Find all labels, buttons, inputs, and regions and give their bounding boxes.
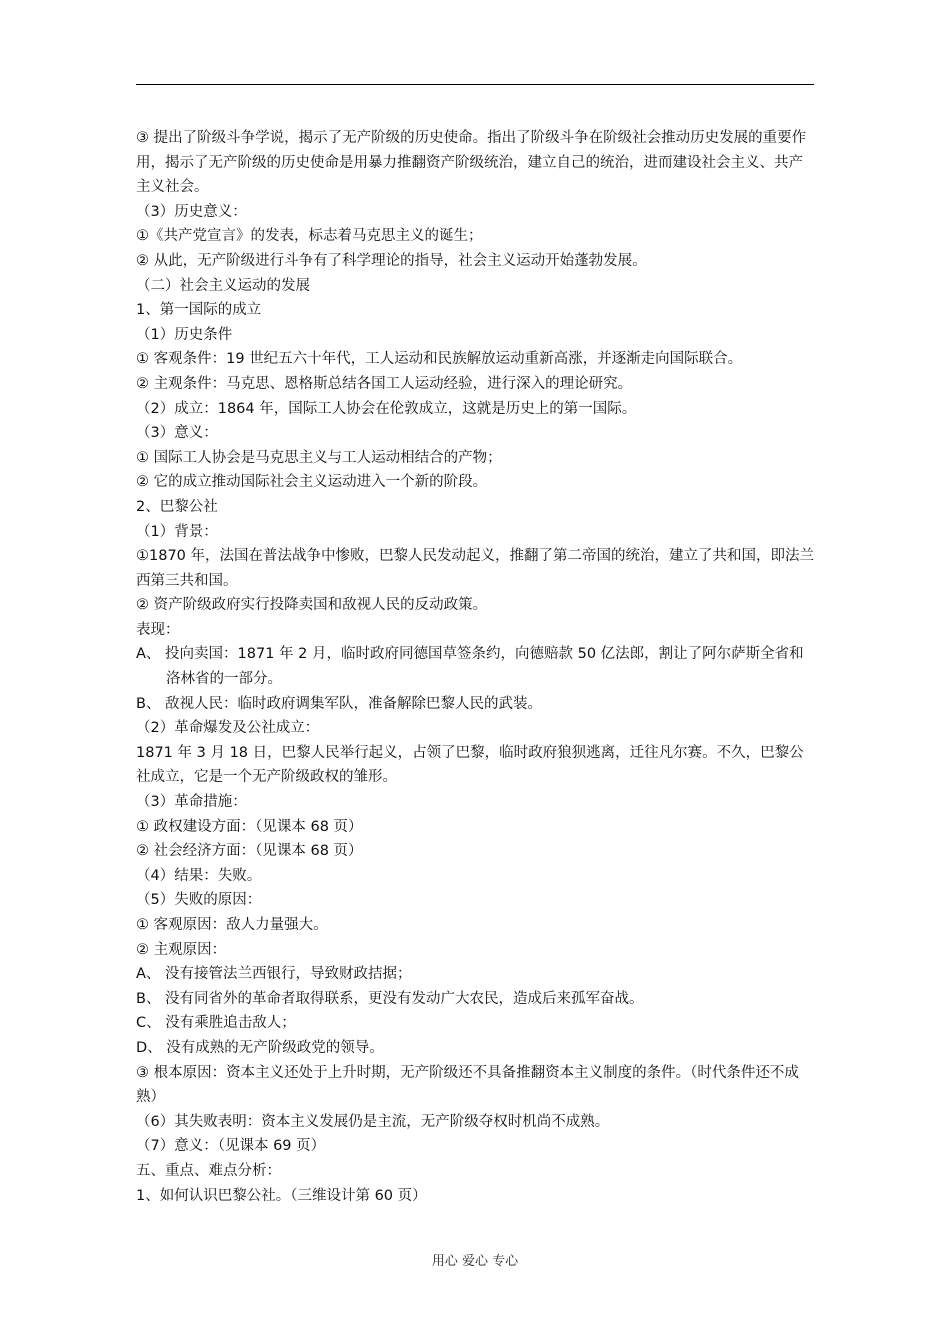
paragraph: （2）革命爆发及公社成立： [136, 720, 320, 737]
paragraph: 1、如何认识巴黎公社。（三维设计第 60 页） [136, 1187, 427, 1204]
section-heading: 五、重点、难点分析： [136, 1162, 281, 1179]
paragraph: （2）成立：1864 年，国际工人协会在伦敦成立，这就是历史上的第一国际。 [136, 400, 637, 417]
list-item: C、 没有乘胜追击敌人； [136, 1015, 296, 1032]
header-rule [136, 84, 814, 85]
paragraph: （5）失败的原因： [136, 892, 262, 909]
paragraph: ② 主观原因： [136, 941, 227, 958]
document-body [136, 126, 816, 1208]
page-footer: 用心 爱心 专心 [431, 1254, 519, 1269]
list-item: B、 敌视人民：临时政府调集军队，准备解除巴黎人民的武装。 [136, 695, 543, 712]
paragraph: ① 客观原因：敌人力量强大。 [136, 917, 328, 933]
paragraph: ① 客观条件：19 世纪五六十年代，工人运动和民族解放运动重新高涨，并逐渐走向国际联合。 [136, 351, 743, 368]
paragraph: ③ 提出了阶级斗争学说，揭示了无产阶级的历史使命。指出了阶级斗争在阶级社会推动历史发展的重要作用，揭示了无产阶级的历史使命是用暴力推翻资产阶级统治，建立自己的统治，进而建设社会主义、共产主义社会。 [136, 130, 807, 196]
paragraph: （1）历史条件 [136, 326, 233, 343]
paragraph: ② 主观条件：马克思、恩格斯总结各国工人运动经验，进行深入的理论研究。 [136, 375, 633, 392]
list-item: B、 没有同省外的革命者取得联系，更没有发动广大农民，造成后来孤军奋战。 [136, 990, 644, 1007]
paragraph: （3）革命措施： [136, 794, 247, 811]
paragraph: ① 国际工人协会是马克思主义与工人运动相结合的产物； [136, 449, 502, 466]
section-heading: （二）社会主义运动的发展 [136, 277, 310, 294]
paragraph: （6）其失败表明：资本主义发展仍是主流，无产阶级夺权时机尚不成熟。 [136, 1113, 610, 1130]
paragraph: ① 政权建设方面：（见课本 68 页） [136, 818, 363, 835]
subsection-heading: 2、巴黎公社 [136, 498, 218, 515]
paragraph: （4）结果：失败。 [136, 867, 262, 884]
paragraph: ② 从此，无产阶级进行斗争有了科学理论的指导，社会主义运动开始蓬勃发展。 [136, 252, 647, 269]
paragraph: （7）意义：（见课本 69 页） [136, 1138, 326, 1155]
paragraph: ①《共产党宣言》的发表，标志着马克思主义的诞生； [136, 228, 483, 245]
paragraph: （1）背景： [136, 523, 218, 540]
subsection-heading: 1、第一国际的成立 [136, 302, 262, 319]
paragraph: ② 社会经济方面：（见课本 68 页） [136, 843, 363, 860]
paragraph: ①1870 年，法国在普法战争中惨败，巴黎人民发动起义，推翻了第二帝国的统治，建立了共和国，即法兰西第三共和国。 [136, 548, 815, 589]
list-item: A、 投向卖国：1871 年 2 月，临时政府同德国草签条约，向德赔款 50 亿法郎，割让了阿尔萨斯全省和洛林省的一部分。 [136, 646, 804, 688]
paragraph: ③ 根本原因：资本主义还处于上升时期，无产阶级还不具备推翻资本主义制度的条件。（时代条件还不成熟） [136, 1064, 799, 1106]
paragraph: （3）意义： [136, 425, 218, 442]
paragraph: ② 资产阶级政府实行投降卖国和敌视人民的反动政策。 [136, 597, 488, 614]
paragraph: 表现： [136, 621, 180, 638]
list-item: D、 没有成熟的无产阶级政党的领导。 [136, 1039, 384, 1056]
list-item: A、 没有接管法兰西银行，导致财政拮据； [136, 966, 412, 983]
paragraph: 1871 年 3 月 18 日，巴黎人民举行起义，占领了巴黎，临时政府狼狈逃离，迁往凡尔赛。不久，巴黎公社成立，它是一个无产阶级政权的雏形。 [136, 744, 804, 786]
paragraph: （3）历史意义： [136, 203, 247, 220]
paragraph: ② 它的成立推动国际社会主义运动进入一个新的阶段。 [136, 474, 488, 491]
